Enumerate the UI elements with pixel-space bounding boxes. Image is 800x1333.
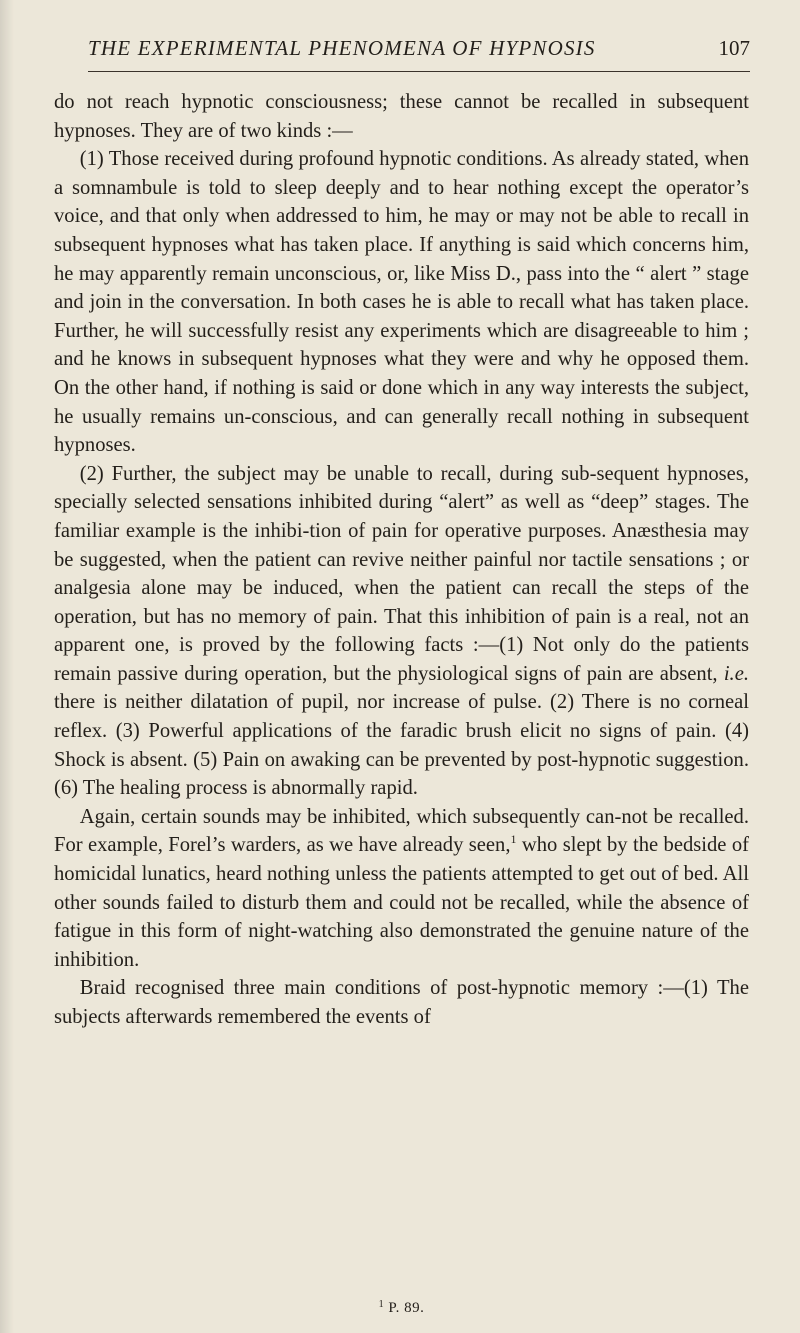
paragraph-kind-2: [54, 460, 749, 803]
footnote: [54, 1300, 749, 1317]
running-head: [88, 36, 750, 61]
text-run: (1) Those received during profound hypnotic conditions. As already stated, when a somnambule is told to sleep deeply and to hear nothing except the operator’s voice, and that only when addressed to him, he may or may not be able to recall in subsequent hypnoses what has taken place. If anything is said which concerns him, he may apparently remain unconscious, or, like Miss D., pass into the “ alert ” stage and join in the conversation. In both cases he is able to recall what has taken place. Further, he will successfully resist any experiments which are disagreeable to him ; and he knows in subsequent hypnoses what they were and why he opposed them. On the other hand, if nothing is said or done which in any way interests the subject, he usually remains un-conscious, and can generally recall nothing in subsequent hypnoses.: [54, 148, 749, 457]
text-run: do not reach hypnotic consciousness; these cannot be recalled in subsequent hypnoses. They are of two kinds :—: [54, 91, 749, 142]
text-run: who slept by the bedside of homicidal lunatics, heard nothing unless the patients attempted to get out of bed. All other sounds failed to disturb them and could not be recalled, while the absence of fatigue in this form of night-watching also demonstrated the genuine nature of the inhibition.: [54, 834, 749, 971]
running-head-title: THE EXPERIMENTAL PHENOMENA OF HYPNOSIS: [88, 36, 596, 60]
text-run: (2) Further, the subject may be unable to recall, during sub-sequent hypnoses, specially selected sensations inhibited during “alert” as well as “deep” stages. The familiar example is the inhibi-tion of pain for operative purposes. Anæsthesia may be suggested, when the patient can revive neither painful nor tactile sensations ; or analgesia alone may be induced, when the patient can recall the steps of the operation, but has no memory of pain. That this inhibition of pain is a real, not an apparent one, is proved by the following facts :—(1) Not only do the patients remain passive during operation, but the physiological signs of pain are absent,: [54, 462, 749, 685]
footnote-reference: 1: [510, 832, 517, 847]
text-run: there is neither dilatation of pupil, nor increase of pulse. (2) There is no corneal reflex. (3) Powerful applications of the faradic brush elicit no signs of pain. (4) Shock is absent. (5) Pain on awaking can be prevented by post-hypnotic suggestion. (6) The healing process is abnormally rapid.: [54, 691, 749, 800]
paragraph-continuation: [54, 88, 749, 145]
spine-shadow: [0, 0, 14, 1333]
paragraph-sounds-inhibited: [54, 803, 749, 975]
body-text: [54, 88, 749, 1032]
paragraph-kind-1: [54, 145, 749, 460]
paragraph-braid: [54, 974, 749, 1031]
footnote-text: P. 89.: [388, 1300, 425, 1316]
text-run: Again, certain sounds may be inhibited, which subsequently can-not be recalled. For example, Forel’s warders, as we have already seen,: [54, 805, 749, 857]
text-run-italic: i.e.: [723, 662, 749, 685]
footnote-marker: 1: [378, 1299, 385, 1310]
header-rule: [88, 71, 750, 72]
text-run: Braid recognised three main conditions of post-hypnotic memory :—(1) The subjects afterwards remembered the events of: [54, 977, 749, 1028]
page-number: 107: [718, 36, 750, 60]
